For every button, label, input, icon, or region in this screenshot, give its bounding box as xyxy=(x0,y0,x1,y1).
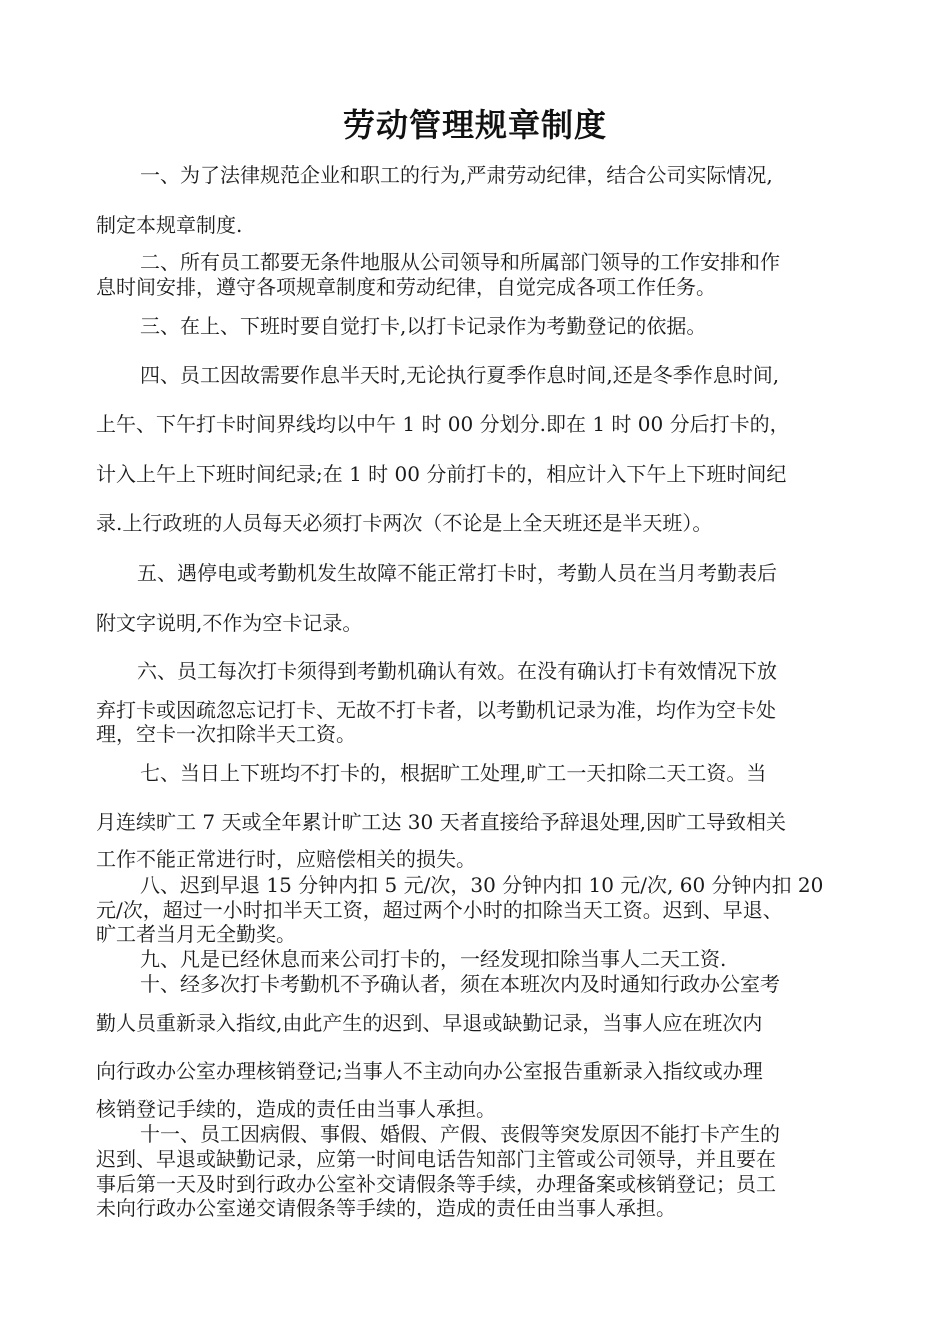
document-title: 劳动管理规章制度 xyxy=(342,106,607,144)
clause-11-line-1: 十一、员工因病假、事假、婚假、产假、丧假等突发原因不能打卡产生的 xyxy=(140,1122,780,1146)
clause-6-line-3: 理，空卡一次扣除半天工资。 xyxy=(96,722,356,746)
clause-7-line-3: 工作不能正常进行时，应赔偿相关的损失。 xyxy=(96,847,476,871)
clause-8-line-1: 八、迟到早退 15 分钟内扣 5 元/次，30 分钟内扣 10 元/次, 60 分钟内扣 20 xyxy=(140,873,824,897)
clause-11-line-4: 未向行政办公室递交请假条等手续的，造成的责任由当事人承担。 xyxy=(96,1196,676,1220)
clause-4-line-4: 录.上行政班的人员每天必须打卡两次（不论是上全天班还是半天班）。 xyxy=(96,511,713,535)
clause-2-line-2: 息时间安排，遵守各项规章制度和劳动纪律，自觉完成各项工作任务。 xyxy=(96,275,716,299)
clause-7-line-1: 七、当日上下班均不打卡的，根据旷工处理,旷工一天扣除二天工资。当 xyxy=(140,761,767,785)
clause-11-line-2: 迟到、早退或缺勤记录，应第一时间电话告知部门主管或公司领导，并且要在 xyxy=(96,1147,776,1171)
clause-2-line-1: 二、所有员工都要无条件地服从公司领导和所属部门领导的工作安排和作 xyxy=(140,250,780,274)
clause-6-line-2: 弃打卡或因疏忽忘记打卡、无故不打卡者，以考勤机记录为准，均作为空卡处 xyxy=(96,698,776,722)
clause-7-line-2: 月连续旷工 7 天或全年累计旷工达 30 天者直接给予辞退处理,因旷工导致相关 xyxy=(96,810,786,834)
clause-3-line-1: 三、在上、下班时要自觉打卡,以打卡记录作为考勤登记的依据。 xyxy=(140,314,707,338)
clause-8-line-2: 元/次，超过一小时扣半天工资，超过两个小时的扣除当天工资。迟到、早退、 xyxy=(96,898,783,922)
clause-6-line-1: 六、员工每次打卡须得到考勤机确认有效。在没有确认打卡有效情况下放 xyxy=(137,659,777,683)
clause-9-line-1: 九、凡是已经休息而来公司打卡的，一经发现扣除当事人二天工资. xyxy=(140,947,727,971)
clause-10-line-4: 核销登记手续的，造成的责任由当事人承担。 xyxy=(96,1097,496,1121)
clause-10-line-2: 勤人员重新录入指纹,由此产生的迟到、早退或缺勤记录，当事人应在班次内 xyxy=(96,1011,763,1035)
clause-11-line-3: 事后第一天及时到行政办公室补交请假条等手续，办理备案或核销登记；员工 xyxy=(96,1172,776,1196)
clause-8-line-3: 旷工者当月无全勤奖。 xyxy=(96,922,296,946)
clause-1-line-1: 一、为了法律规范企业和职工的行为,严肃劳动纪律，结合公司实际情况, xyxy=(140,163,773,187)
clause-10-line-3: 向行政办公室办理核销登记;当事人不主动向办公室报告重新录入指纹或办理 xyxy=(96,1059,763,1083)
clause-4-line-1: 四、员工因故需要作息半天时,无论执行夏季作息时间,还是冬季作息时间, xyxy=(140,363,780,387)
clause-10-line-1: 十、经多次打卡考勤机不予确认者，须在本班次内及时通知行政办公室考 xyxy=(140,972,780,996)
clause-5-line-2: 附文字说明,不作为空卡记录。 xyxy=(96,611,363,635)
clause-4-line-3: 计入上午上下班时间纪录;在 1 时 00 分前打卡的，相应计入下午上下班时间纪 xyxy=(96,462,787,486)
clause-5-line-1: 五、遇停电或考勤机发生故障不能正常打卡时，考勤人员在当月考勤表后 xyxy=(137,561,777,585)
clause-1-line-2: 制定本规章制度. xyxy=(96,213,243,237)
clause-4-line-2: 上午、下午打卡时间界线均以中午 1 时 00 分划分.即在 1 时 00 分后打卡的， xyxy=(96,412,790,436)
